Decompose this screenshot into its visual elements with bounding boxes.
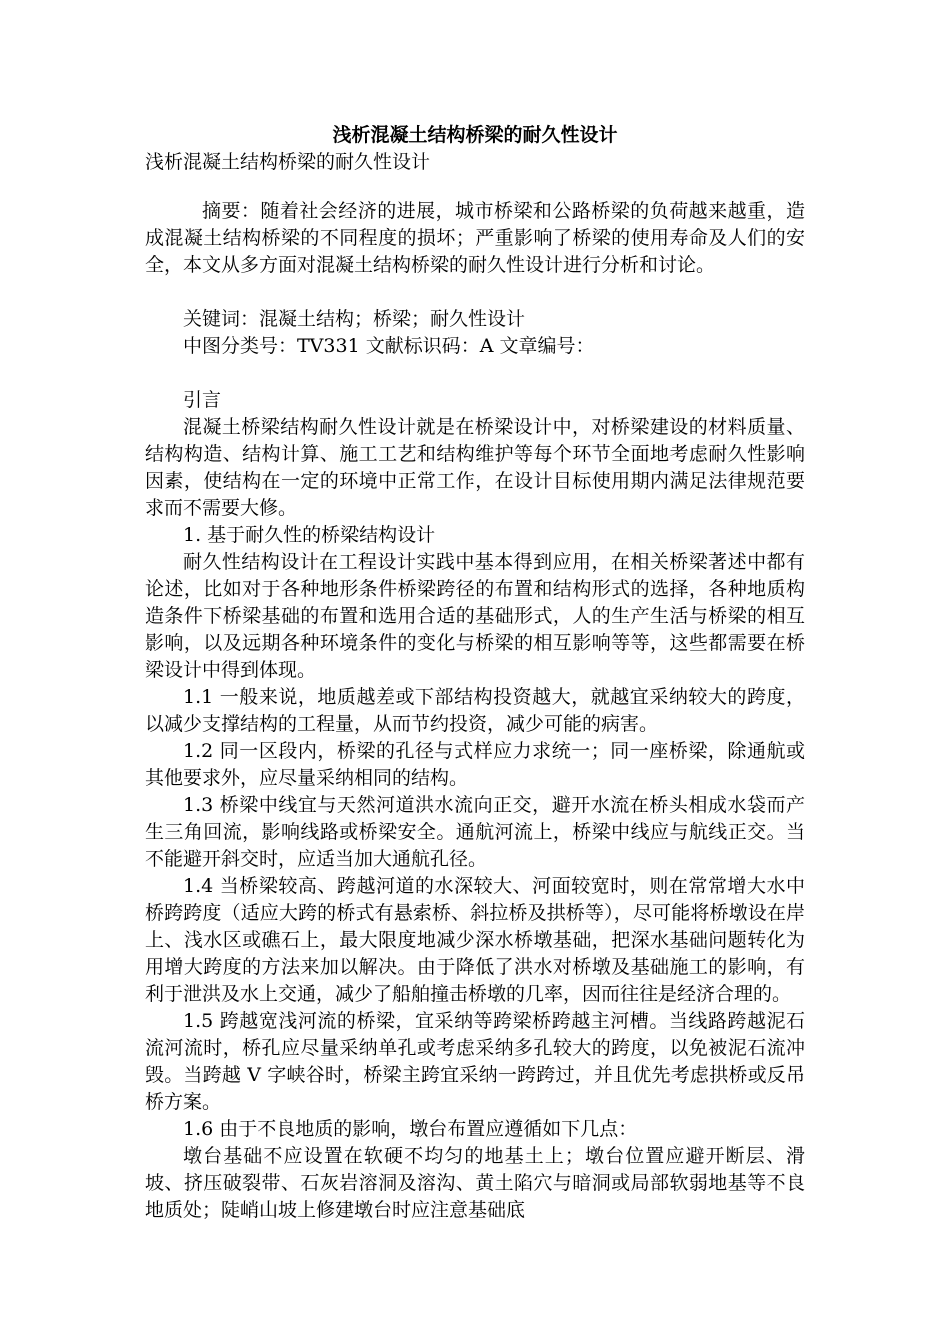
item-1-2-paragraph: 1.2 同一区段内，桥梁的孔径与式样应力求统一；同一座桥梁，除通航或其他要求外，应尽量采纳相同的结构。	[145, 740, 805, 789]
item-1-4-paragraph: 1.4 当桥梁较高、跨越河道的水深较大、河面较宽时，则在常常增大水中桥跨跨度（适应大跨的桥式有悬索桥、斜拉桥及拱桥等），尽可能将桥墩设在岸上、浅水区或礁石上，最大限度地减少深水桥墩基础，把深水基础问题转化为用增大跨度的方法来加以解决。由于降低了洪水对桥墩及基础施工的影响，有利于泄洪及水上交通，减少了船舶撞击桥墩的几率，因而往往是经济合理的。	[145, 875, 805, 1005]
document-title: 浅析混凝土结构桥梁的耐久性设计	[332, 124, 618, 146]
item-1-1-paragraph: 1.1 一般来说，地质越差或下部结构投资越大，就越宜采纳较大的跨度，以减少支撑结构的工程量，从而节约投资，减少可能的病害。	[145, 686, 805, 735]
document-subtitle: 浅析混凝土结构桥梁的耐久性设计	[145, 151, 431, 173]
item-1-6-detail-paragraph: 墩台基础不应设置在软硬不均匀的地基土上；墩台位置应避开断层、滑坡、挤压破裂带、石灰岩溶洞及溶沟、黄土陷穴与暗洞或局部软弱地基等不良地质处；陡峭山坡上修建墩台时应注意基础底	[145, 1145, 805, 1221]
item-1-5-paragraph: 1.5 跨越宽浅河流的桥梁，宜采纳等跨梁桥跨越主河槽。当线路跨越泥石流河流时，桥孔应尽量采纳单孔或考虑采纳多孔较大的跨度，以免被泥石流冲毁。当跨越 V 字峡谷时，桥梁主跨宜采纳一跨跨过，并且优先考虑拱桥或反吊桥方案。	[145, 1010, 805, 1113]
document-body	[145, 198, 805, 1224]
section-1-paragraph: 耐久性结构设计在工程设计实践中基本得到应用，在相关桥梁著述中都有论述，比如对于各种地形条件桥梁跨径的布置和结构形式的选择，各种地质构造条件下桥梁基础的布置和选用合适的基础形式，人的生产生活与桥梁的相互影响，以及远期各种环境条件的变化与桥梁的相互影响等等，这些都需要在桥梁设计中得到体现。	[145, 551, 805, 681]
intro-heading: 引言	[183, 389, 222, 411]
section-1-heading: 1. 基于耐久性的桥梁结构设计	[183, 524, 436, 546]
classification-line: 中图分类号：TV331 文献标识码：A 文章编号：	[183, 335, 595, 357]
abstract-paragraph: 摘要：随着社会经济的进展，城市桥梁和公路桥梁的负荷越来越重，造成混凝土结构桥梁的不同程度的损坏；严重影响了桥梁的使用寿命及人们的安全，本文从多方面对混凝土结构桥梁的耐久性设计进行分析和讨论。	[145, 200, 805, 276]
intro-paragraph: 混凝土桥梁结构耐久性设计就是在桥梁设计中，对桥梁建设的材料质量、结构构造、结构计算、施工工艺和结构维护等每个环节全面地考虑耐久性影响因素，使结构在一定的环境中正常工作，在设计目标使用期内满足法律规范要求而不需要大修。	[145, 416, 805, 519]
item-1-3-paragraph: 1.3 桥梁中线宜与天然河道洪水流向正交，避开水流在桥头相成水袋而产生三角回流，影响线路或桥梁安全。通航河流上，桥梁中线应与航线正交。当不能避开斜交时，应适当加大通航孔径。	[145, 794, 805, 870]
keywords-line: 关键词：混凝土结构；桥梁；耐久性设计	[183, 308, 526, 330]
item-1-6-paragraph: 1.6 由于不良地质的影响，墩台布置应遵循如下几点：	[183, 1118, 638, 1140]
